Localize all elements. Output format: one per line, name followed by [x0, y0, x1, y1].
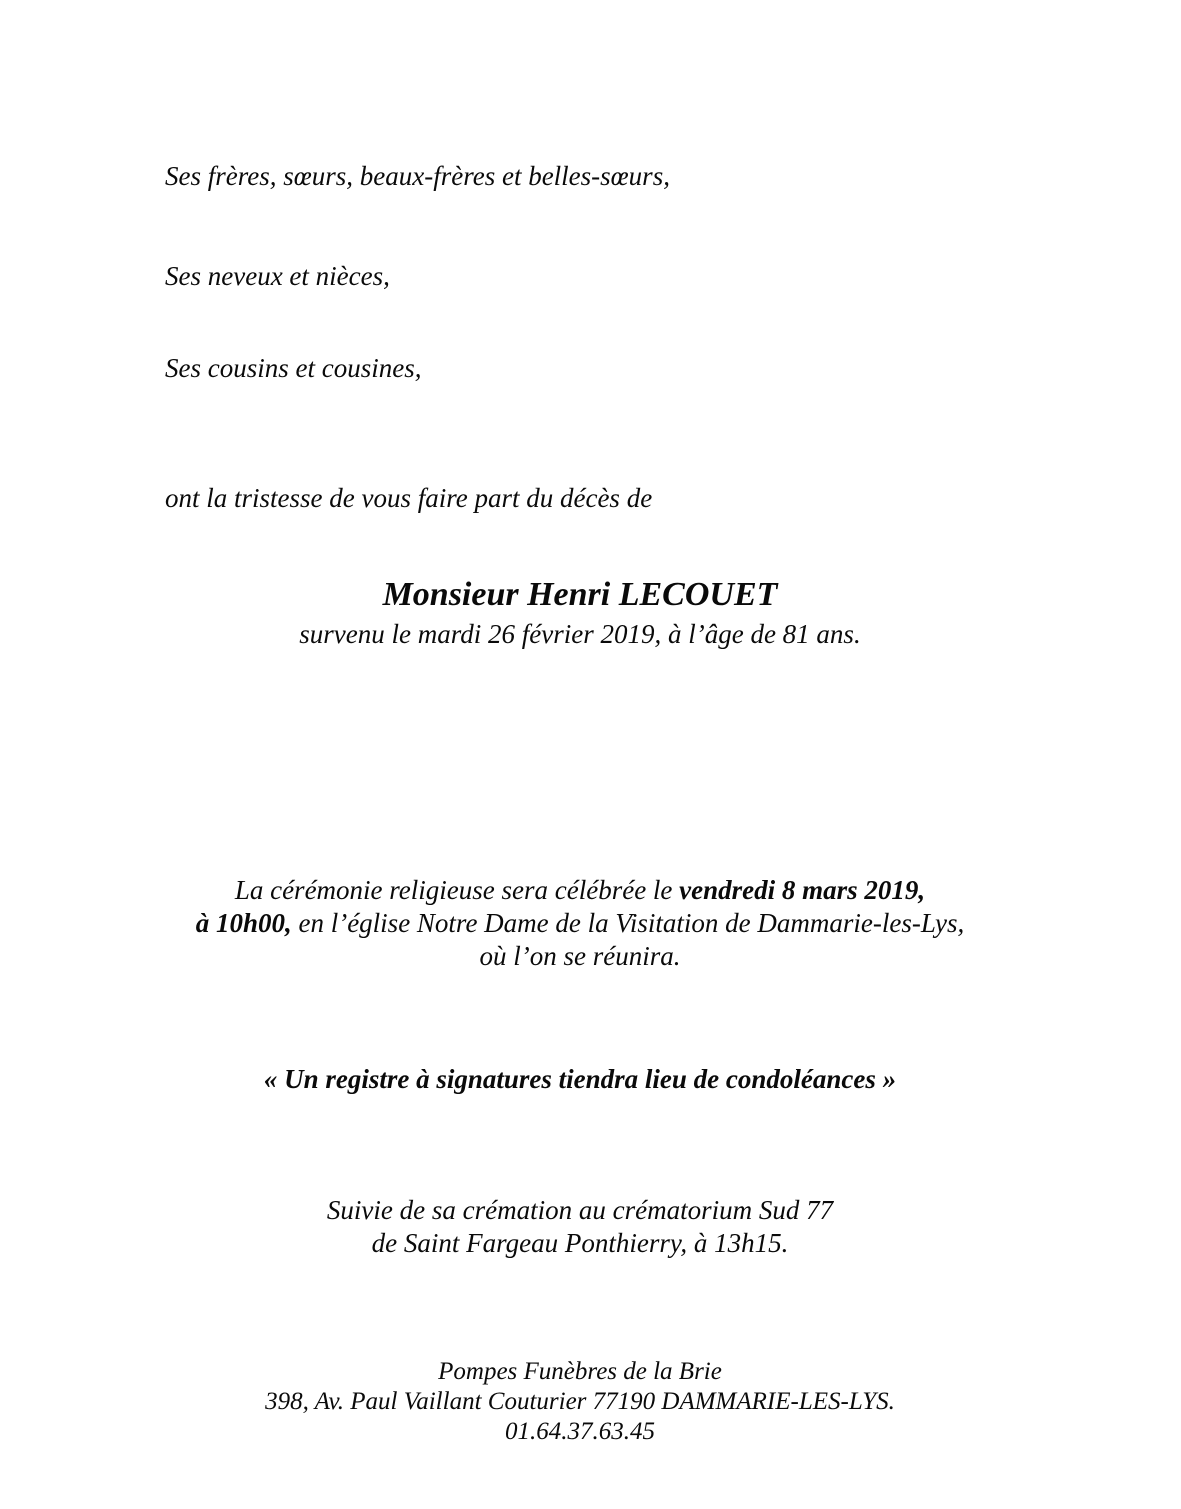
intro-line-cousins: Ses cousins et cousines,	[165, 353, 422, 383]
ceremony-time-bold: à 10h00,	[195, 908, 299, 938]
ceremony-date-bold: vendredi 8 mars 2019,	[679, 875, 926, 905]
ceremony-text-normal-2: en l’église Notre Dame de la Visitation de Dammarie-les-Lys,	[298, 908, 965, 938]
funeral-home-address: 398, Av. Paul Vaillant Couturier 77190 DAMMARIE-LES-LYS.	[265, 1388, 895, 1415]
funeral-home-phone: 01.64.37.63.45	[505, 1418, 655, 1445]
intro-line-nephews-nieces: Ses neveux et nièces,	[165, 261, 390, 291]
ceremony-paragraph	[0, 874, 1160, 973]
funeral-home-info	[0, 1357, 1160, 1447]
ceremony-text-normal-1: La cérémonie religieuse sera célébrée le	[234, 875, 680, 905]
cremation-paragraph	[0, 1194, 1160, 1260]
deceased-name: Monsieur Henri LECOUET	[382, 576, 778, 613]
funeral-home-name: Pompes Funèbres de la Brie	[438, 1358, 722, 1385]
ceremony-text-normal-3: où l’on se réunira.	[479, 941, 681, 971]
death-date-line: survenu le mardi 26 février 2019, à l’âge de 81 ans.	[299, 619, 861, 649]
cremation-line-2: de Saint Fargeau Ponthierry, à 13h15.	[371, 1228, 789, 1258]
intro-line-family-siblings: Ses frères, sœurs, beaux-frères et belles-sœurs,	[165, 161, 670, 191]
condolence-register-notice: « Un registre à signatures tiendra lieu de condoléances »	[263, 1064, 897, 1094]
announcement-line: ont la tristesse de vous faire part du décès de	[165, 483, 653, 513]
cremation-line-1: Suivie de sa crémation au crématorium Sud 77	[326, 1195, 834, 1225]
